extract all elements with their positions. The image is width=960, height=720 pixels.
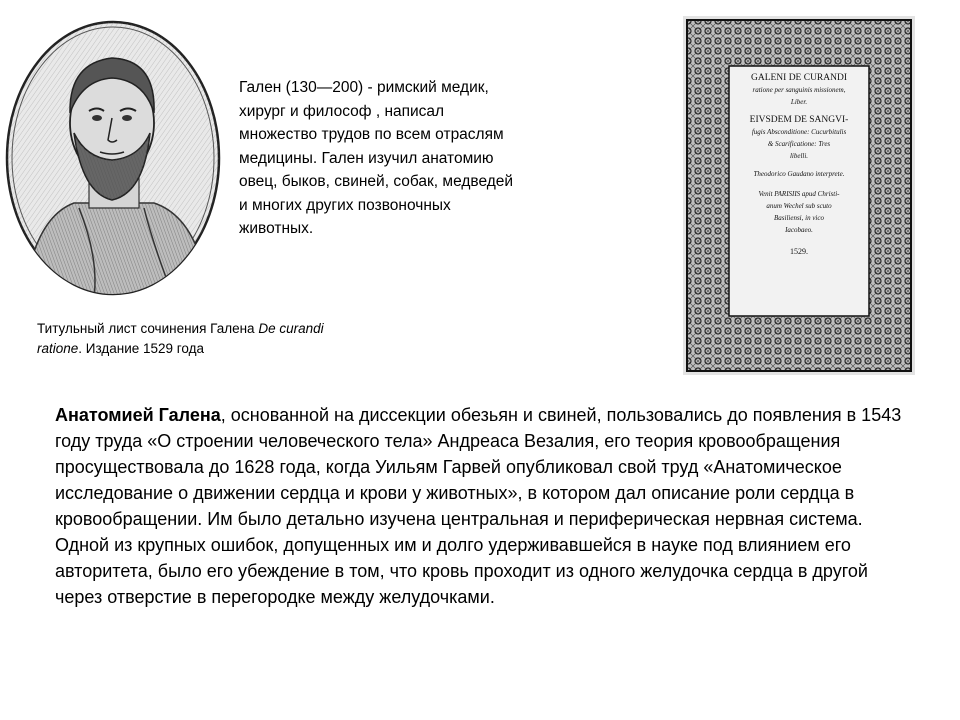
title-page-line: anum Wechel sub scuto <box>766 202 832 210</box>
title-page-line: GALENI DE CURANDI <box>750 73 848 83</box>
title-page-line: EIVSDEM DE SANGVI- <box>749 115 849 125</box>
paragraph-text: , основанной на диссекции обезьян и свиней, пользовались до появления в 1543 году труда «О строении человеческого тела» Андреаса Везалия, его теория кровообращения просуществовала до 1628 года, когда Уильям Гарвей опубликовал свой труд «Анатомическое исследование о движении сердца и крови у животных», в котором дал описание роли сердца в кровообращении. Им было детально изучена центральная и периферическая нервная система. Одной из крупных ошибок, допущенных им и долго удерживавшейся в науке под влиянием его авторитета, было его убеждение в том, что кровь проходит из одного желудочка сердца в другой через отверстие в перегородке между желудочками. <box>55 405 902 607</box>
title-page-line: fugis Absconditione: Cucurbitulis <box>751 128 847 136</box>
title-page-line: Venit PARISIIS apud Christi- <box>758 190 840 198</box>
intro-line: животных. <box>239 220 314 237</box>
title-page-line: libelli. <box>789 152 809 160</box>
paragraph <box>55 402 915 610</box>
title-page-line: 1529. <box>790 247 808 256</box>
paragraph-bold-lead: Анатомией Галена <box>55 405 221 425</box>
caption-italic-title: De curandi ratione <box>37 321 324 356</box>
title-page-line: Basiliensi, in vico <box>774 214 824 222</box>
intro-line: и многих других позвоночных <box>239 196 451 214</box>
title-page-line: Iacobaeo. <box>785 226 813 234</box>
galen-portrait <box>4 18 222 298</box>
caption-text-end: . Издание 1529 года <box>78 341 205 356</box>
intro-line: Гален (130—200) - римский медик, <box>239 79 489 96</box>
title-page-caption <box>37 319 337 359</box>
title-page-line: Liber. <box>790 98 808 106</box>
galen-intro <box>239 76 584 241</box>
galen-anatomy-paragraph <box>55 402 915 610</box>
caption-text: Титульный лист сочинения Галена <box>37 321 259 336</box>
intro-line: множество трудов по всем отраслям <box>239 126 504 143</box>
title-page-line: ratione per sanguinis missionem, <box>752 86 846 94</box>
intro-line: медицины. Гален изучил анатомию <box>239 149 494 167</box>
title-page-line: Theodorico Gaudano interprete. <box>753 170 845 178</box>
intro-line: хирург и философ , написал <box>239 102 445 120</box>
intro-line: овец, быков, свиней, собак, медведей <box>239 173 514 190</box>
title-page-line: & Scarificatione: Tres <box>767 140 831 148</box>
title-page-image <box>683 16 915 375</box>
